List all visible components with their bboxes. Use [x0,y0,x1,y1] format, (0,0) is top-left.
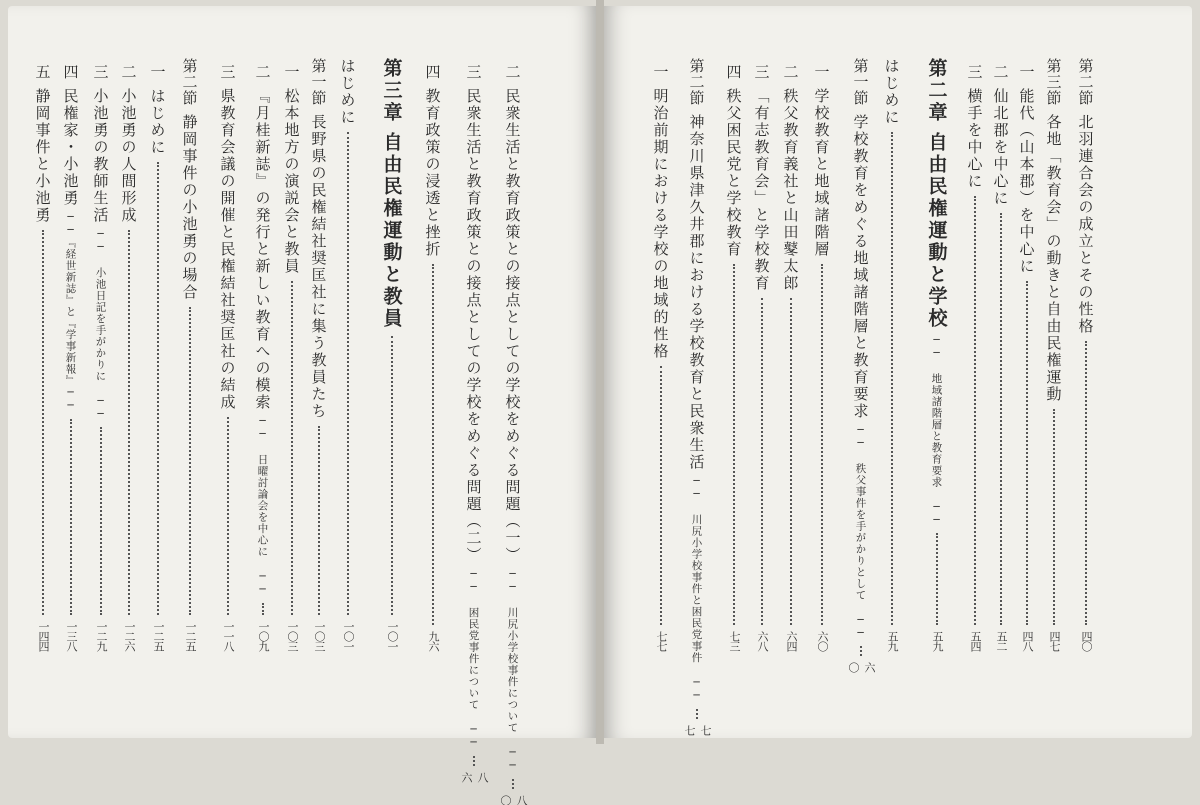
toc-entry [216,64,240,651]
toc-page-number: 五九 [931,631,944,651]
toc-entry-label: 一 [1017,64,1036,80]
toc-page-number: 五二 [995,631,1008,651]
toc-entry [1074,58,1098,651]
toc-page-number: 一〇三 [286,621,299,651]
toc-entry-subtitle: ── 地域諸階層と教育要求 ── [930,334,943,527]
toc-entry-title[interactable]: 教育政策の浸透と挫折 [423,88,442,258]
toc-entry-label: 第一節 [851,58,870,106]
toc-entry-label: 五 [33,64,52,80]
toc-page-number: 一二六 [123,621,136,651]
toc-entry-title[interactable]: 民衆生活と教育政策との接点としての学校をめぐる問題（二） [464,88,483,564]
toc-entry [722,64,746,651]
toc-entry-title[interactable]: 各地「教育会」の動きと自由民権運動 [1044,114,1063,403]
leader-dots [1053,409,1055,625]
toc-entry-title[interactable]: 『月桂新誌』の発行と新しい教育への模索 [253,88,272,411]
toc-entry-label: 第一節 [309,58,328,106]
toc-entry-title[interactable]: はじめに [148,88,167,156]
toc-entry-subtitle: ── 小池日記を手がかりに ── [94,228,107,421]
leader-dots [100,427,102,615]
toc-entry-title[interactable]: 秩父困民党と学校教育 [724,88,743,258]
toc-entry [499,64,528,805]
toc-entry [146,64,170,651]
toc-entry-label: 三 [464,64,483,80]
leader-dots [936,533,938,625]
toc-entry [779,64,803,651]
toc-entry-title[interactable]: 民権家・小池勇 [61,88,80,207]
toc-page-number: 七三 [728,631,741,651]
leader-dots [1026,281,1028,625]
toc-entry [280,64,304,651]
toc-entry-title[interactable]: 北羽連合会の成立とその性格 [1076,114,1095,335]
leader-dots [42,230,44,615]
toc-entry [922,58,952,651]
toc-entry-title[interactable]: 神奈川県津久井郡における学校教育と民衆生活 [687,114,706,471]
toc-entry [649,64,673,651]
toc-entry [117,64,141,651]
toc-entry [307,58,331,651]
toc-page-number: 六八 [756,631,769,651]
toc-page-number: 六四 [785,631,798,651]
leader-dots [291,281,293,615]
toc-entry-title[interactable]: はじめに [882,58,901,126]
toc-entry-label: 二 [991,64,1010,80]
toc-entry [59,64,83,651]
toc-entry-subtitle: ── 川尻小学校事件について ── [506,568,519,773]
toc-entry [1042,58,1066,651]
leader-dots [512,779,514,789]
toc-entry-label: 二 [119,64,138,80]
toc-entry-title[interactable]: 仙北郡を中心に [991,88,1010,207]
toc-entry [963,64,987,651]
toc-entry [460,64,489,782]
toc-entry [336,58,360,651]
toc-page-number: 一〇九 [257,621,270,651]
toc-entry-subtitle: ── 日曜討論会を中心に ── [256,415,269,597]
leader-dots [227,417,229,615]
leader-dots [347,132,349,615]
toc-entry-label: 三 [965,64,984,80]
toc-entry [251,64,275,651]
toc-entry-title[interactable]: 静岡事件と小池勇 [33,88,52,224]
toc-entry-title[interactable]: 県教育会議の開催と民権結社奨匡社の結成 [218,88,237,411]
toc-page-number: 六〇 [816,631,829,651]
toc-page-number: 七七 [683,724,712,735]
toc-page-number: 五四 [969,631,982,651]
toc-entry-subtitle: ── 川尻小学校事件と困民党事件 ── [690,475,703,703]
toc-entry-title[interactable]: 「有志教育会」と学校教育 [752,88,771,292]
toc-entry-label: 四 [61,64,80,80]
toc-entry-title[interactable]: 秩父教育義社と山田鼕太郎 [781,88,800,292]
toc-entry-title[interactable]: 学校教育をめぐる地域諸階層と教育要求 [851,114,870,420]
toc-entry-title[interactable]: 明治前期における学校の地域的性格 [651,88,670,360]
toc-entry [810,64,834,651]
toc-page-number: 一一八 [222,621,235,651]
leader-dots [262,603,264,616]
toc-page-number: 一四四 [37,621,50,651]
toc-page-number: 四七 [1048,631,1061,651]
toc-entry-title[interactable]: 横手を中心に [965,88,984,190]
toc-entry-label: 三 [752,64,771,80]
toc-page-number: 一〇三 [313,621,326,651]
toc-entry-subtitle: ── 秩父事件を手がかりとして ── [854,424,867,640]
toc-entry [683,58,712,735]
toc-entry [178,58,202,651]
toc-page-number: 八〇 [499,794,528,805]
toc-entry-title[interactable]: 小池勇の教師生活 [91,88,110,224]
toc-entry [847,58,876,672]
toc-entry-label: 第二章 [925,58,948,124]
leader-dots [391,336,393,615]
toc-entry [880,58,904,651]
toc-page-number: 四八 [1021,631,1034,651]
leader-dots [1085,341,1087,625]
toc-entry-label: 一 [282,64,301,80]
leader-dots [891,132,893,625]
left-page [8,6,596,805]
toc-page-number: 四〇 [1080,631,1093,651]
toc-entry-label: 四 [724,64,743,80]
toc-page-number: 一二五 [152,621,165,651]
leader-dots [790,298,792,625]
toc-entry-label: 一 [148,64,167,80]
toc-page-number: 一〇一 [386,621,399,651]
toc-entry-title[interactable]: 自由民権運動と学校 [925,132,948,330]
toc-entry [1015,64,1039,651]
toc-entry-label: 第三節 [1044,58,1063,106]
toc-entry-label: 二 [503,64,522,80]
toc-entry-label: 第二節 [1076,58,1095,106]
toc-entry-title[interactable]: 小池勇の人間形成 [119,88,138,224]
toc-page-number: 八六 [460,771,489,782]
leader-dots [821,264,823,625]
toc-entry-title[interactable]: 自由民権運動と教員 [380,132,403,330]
toc-page-number: 五九 [886,631,899,651]
toc-entry [989,64,1013,651]
toc-entry-title[interactable]: 長野県の民権結社奨匡社に集う教員たち [309,114,328,420]
leader-dots [1000,213,1002,625]
toc-entry-title[interactable]: 松本地方の演説会と教員 [282,88,301,275]
toc-page-number: 七七 [655,631,668,651]
leader-dots [189,307,191,615]
toc-entry-label: 三 [218,64,237,80]
toc-entry [89,64,113,651]
toc-entry-label: 四 [423,64,442,80]
toc-entry-title[interactable]: 学校教育と地域諸階層 [812,88,831,258]
toc-page-number: 一二九 [95,621,108,651]
leader-dots [696,709,698,719]
toc-entry-title[interactable]: 民衆生活と教育政策との接点としての学校をめぐる問題（一） [503,88,522,564]
leader-dots [660,366,662,625]
book-gutter [596,0,604,744]
toc-entry-label: 一 [651,64,670,80]
right-page [604,6,1192,738]
leader-dots [733,264,735,625]
toc-entry-label: 二 [253,64,272,80]
leader-dots [974,196,976,625]
leader-dots [128,230,130,615]
toc-entry-label: 第二節 [687,58,706,106]
toc-entry [750,64,774,651]
leader-dots [473,756,475,766]
leader-dots [761,298,763,625]
toc-entry-label: 二 [781,64,800,80]
leader-dots [318,426,320,615]
toc-entry-label: 三 [91,64,110,80]
toc-entry [377,58,407,651]
toc-entry-title[interactable]: はじめに [338,58,357,126]
toc-entry-label: 一 [812,64,831,80]
toc-page-number: 一二五 [184,621,197,651]
toc-page-number: 六〇 [847,662,876,672]
toc-entry-label: 第三章 [380,58,403,124]
toc-entry-title[interactable]: 能代（山本郡）を中心に [1017,88,1036,275]
toc-entry-label: 第二節 [180,58,199,106]
toc-page-number: 一〇一 [342,621,355,651]
toc-entry [31,64,55,651]
toc-page-number: 九六 [427,631,440,651]
toc-entry-title[interactable]: 静岡事件の小池勇の場合 [180,114,199,301]
toc-entry [421,64,445,651]
leader-dots [860,646,862,656]
toc-page-number: 一三八 [65,621,78,651]
leader-dots [157,162,159,615]
leader-dots [432,264,434,625]
toc-entry-subtitle: ── 困民党事件について ── [467,568,480,750]
toc-entry-subtitle: ──『経世新誌』と『学事新報』── [64,211,77,413]
leader-dots [70,419,72,616]
